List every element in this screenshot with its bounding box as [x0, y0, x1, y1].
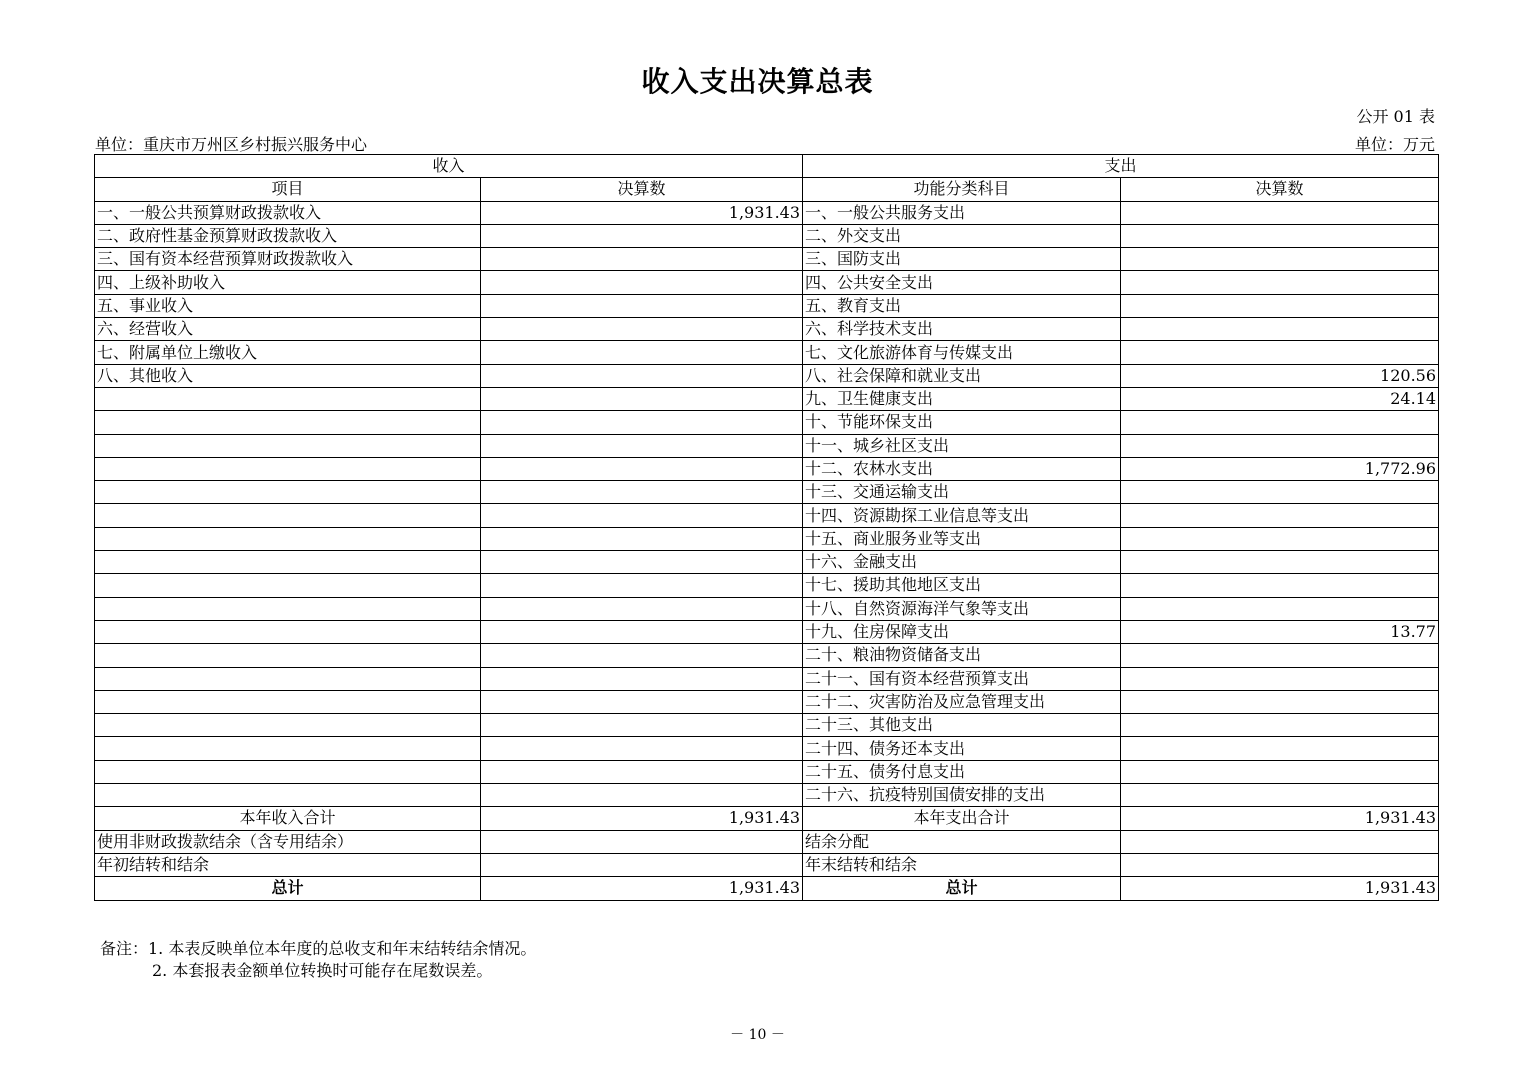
expense-item-cell: 八、社会保障和就业支出 [803, 364, 1121, 387]
income-amount-cell [481, 271, 803, 294]
income-item-cell [95, 760, 481, 783]
table-row [95, 527, 1439, 550]
page-number: － 10 － [730, 1027, 785, 1043]
income-item-cell [95, 714, 481, 737]
expense-item-cell: 三、国防支出 [803, 248, 1121, 271]
expense-item-cell: 九、卫生健康支出 [803, 387, 1121, 410]
income-amount-cell [481, 341, 803, 364]
income-amount-cell [481, 760, 803, 783]
expense-item-cell: 六、科学技术支出 [803, 318, 1121, 341]
unit-currency: 单位：万元 [1354, 135, 1435, 154]
expense-amount-cell [1121, 737, 1439, 760]
table-row [95, 294, 1439, 317]
expense-amount-cell [1121, 527, 1439, 550]
income-item-cell [95, 597, 481, 620]
income-item-cell [95, 737, 481, 760]
expense-item-cell: 十八、自然资源海洋气象等支出 [803, 597, 1121, 620]
expense-amount-cell [1121, 341, 1439, 364]
income-amount-cell [481, 224, 803, 247]
income-amount-cell [481, 387, 803, 410]
year-total-row [95, 807, 1439, 830]
income-item-cell: 八、其他收入 [95, 364, 481, 387]
income-item-cell: 一、一般公共预算财政拨款收入 [95, 201, 481, 224]
table-row [95, 481, 1439, 504]
surplus-distribution-amount [1121, 830, 1439, 853]
expense-item-cell: 一、一般公共服务支出 [803, 201, 1121, 224]
nonfiscal-row [95, 830, 1439, 853]
income-item-cell [95, 387, 481, 410]
table-row [95, 248, 1439, 271]
table-row [95, 714, 1439, 737]
expense-item-cell: 十四、资源勘探工业信息等支出 [803, 504, 1121, 527]
income-amount-cell [481, 434, 803, 457]
income-amount-cell [481, 411, 803, 434]
end-carryover-amount [1121, 853, 1439, 876]
expense-amount-cell [1121, 667, 1439, 690]
income-item-cell [95, 457, 481, 480]
income-item-cell [95, 481, 481, 504]
total-right-label: 总计 [803, 877, 1121, 900]
income-header: 收入 [95, 155, 803, 178]
income-amount-cell [481, 481, 803, 504]
table-row [95, 201, 1439, 224]
expense-item-cell: 十二、农林水支出 [803, 457, 1121, 480]
table-row [95, 457, 1439, 480]
expense-amount-cell: 24.14 [1121, 387, 1439, 410]
income-item-cell [95, 667, 481, 690]
expense-amount-cell [1121, 201, 1439, 224]
income-item-cell [95, 434, 481, 457]
table-row [95, 387, 1439, 410]
year-expense-label: 本年支出合计 [803, 807, 1121, 830]
expense-amount-cell [1121, 434, 1439, 457]
income-item-cell: 六、经营收入 [95, 318, 481, 341]
income-amount-cell [481, 504, 803, 527]
income-amount-cell [481, 597, 803, 620]
expense-item-cell: 十六、金融支出 [803, 551, 1121, 574]
total-left-label: 总计 [95, 877, 481, 900]
expense-amount-cell: 120.56 [1121, 364, 1439, 387]
income-amount-cell [481, 714, 803, 737]
expense-item-cell: 十三、交通运输支出 [803, 481, 1121, 504]
table-header-row [95, 155, 1439, 178]
table-row [95, 341, 1439, 364]
table-row [95, 737, 1439, 760]
unit-organization: 单位：重庆市万州区乡村振兴服务中心 [95, 135, 368, 154]
income-item-cell: 三、国有资本经营预算财政拨款收入 [95, 248, 481, 271]
income-item-cell [95, 620, 481, 643]
expense-item-cell: 十七、援助其他地区支出 [803, 574, 1121, 597]
expense-item-cell: 七、文化旅游体育与传媒支出 [803, 341, 1121, 364]
table-row [95, 667, 1439, 690]
income-amount-cell [481, 620, 803, 643]
income-amount-cell [481, 644, 803, 667]
end-carryover-label: 年末结转和结余 [803, 853, 1121, 876]
expense-amount-cell [1121, 714, 1439, 737]
income-amount-cell [481, 784, 803, 807]
income-item-cell: 五、事业收入 [95, 294, 481, 317]
income-amount-header: 决算数 [481, 178, 803, 201]
income-amount-cell [481, 690, 803, 713]
expense-amount-cell [1121, 504, 1439, 527]
table-row [95, 690, 1439, 713]
total-left-amount: 1,931.43 [481, 877, 803, 900]
income-item-cell [95, 690, 481, 713]
expense-item-cell: 二十四、债务还本支出 [803, 737, 1121, 760]
expense-item-cell: 二十三、其他支出 [803, 714, 1121, 737]
expense-item-cell: 十、节能环保支出 [803, 411, 1121, 434]
year-income-amount: 1,931.43 [481, 807, 803, 830]
expense-amount-cell [1121, 411, 1439, 434]
nonfiscal-amount [481, 830, 803, 853]
expense-amount-cell [1121, 248, 1439, 271]
expense-item-cell: 二、外交支出 [803, 224, 1121, 247]
table-row [95, 760, 1439, 783]
income-item-cell [95, 574, 481, 597]
expense-amount-cell: 13.77 [1121, 620, 1439, 643]
expense-item-cell: 二十、粮油物资储备支出 [803, 644, 1121, 667]
income-item-cell [95, 784, 481, 807]
income-amount-cell [481, 248, 803, 271]
expense-item-cell: 二十二、灾害防治及应急管理支出 [803, 690, 1121, 713]
table-row [95, 271, 1439, 294]
income-item-cell: 七、附属单位上缴收入 [95, 341, 481, 364]
income-item-cell [95, 644, 481, 667]
form-number: 公开 01 表 [1356, 107, 1435, 126]
expense-item-cell: 二十五、债务付息支出 [803, 760, 1121, 783]
begin-carryover-label: 年初结转和结余 [95, 853, 481, 876]
year-expense-amount: 1,931.43 [1121, 807, 1439, 830]
notes [100, 938, 536, 982]
income-amount-cell [481, 457, 803, 480]
expense-amount-cell [1121, 574, 1439, 597]
income-expense-table [94, 154, 1439, 901]
expense-amount-header: 决算数 [1121, 178, 1439, 201]
income-amount-cell [481, 294, 803, 317]
expense-amount-cell [1121, 784, 1439, 807]
income-amount-cell [481, 364, 803, 387]
table-row [95, 434, 1439, 457]
expense-item-cell: 五、教育支出 [803, 294, 1121, 317]
expense-amount-cell [1121, 294, 1439, 317]
page-title: 收入支出决算总表 [641, 65, 874, 98]
expense-amount-cell [1121, 551, 1439, 574]
expense-item-cell: 十一、城乡社区支出 [803, 434, 1121, 457]
income-amount-cell [481, 527, 803, 550]
expense-amount-cell [1121, 481, 1439, 504]
income-amount-cell [481, 574, 803, 597]
expense-item-cell: 十五、商业服务业等支出 [803, 527, 1121, 550]
table-row [95, 644, 1439, 667]
income-item-cell [95, 504, 481, 527]
income-item-cell [95, 551, 481, 574]
income-item-cell: 二、政府性基金预算财政拨款收入 [95, 224, 481, 247]
expense-amount-cell [1121, 271, 1439, 294]
year-income-label: 本年收入合计 [95, 807, 481, 830]
table-row [95, 224, 1439, 247]
income-item-cell: 四、上级补助收入 [95, 271, 481, 294]
income-amount-cell [481, 667, 803, 690]
expense-item-cell: 二十一、国有资本经营预算支出 [803, 667, 1121, 690]
table-row [95, 551, 1439, 574]
grand-total-row [95, 877, 1439, 900]
income-item-cell [95, 527, 481, 550]
table-row [95, 574, 1439, 597]
income-amount-cell [481, 318, 803, 341]
surplus-distribution-label: 结余分配 [803, 830, 1121, 853]
function-item-header: 功能分类科目 [803, 178, 1121, 201]
table-subheader-row [95, 178, 1439, 201]
expense-amount-cell [1121, 318, 1439, 341]
begin-carryover-amount [481, 853, 803, 876]
note-1: 备注：1. 本表反映单位本年度的总收支和年末结转结余情况。 [100, 939, 537, 958]
total-right-amount: 1,931.43 [1121, 877, 1439, 900]
income-item-cell [95, 411, 481, 434]
table-row [95, 597, 1439, 620]
expense-amount-cell [1121, 597, 1439, 620]
income-amount-cell: 1,931.43 [481, 201, 803, 224]
income-amount-cell [481, 737, 803, 760]
note-2: 2. 本套报表金额单位转换时可能存在尾数误差。 [152, 961, 493, 980]
expense-header: 支出 [803, 155, 1439, 178]
item-header: 项目 [95, 178, 481, 201]
expense-item-cell: 四、公共安全支出 [803, 271, 1121, 294]
income-amount-cell [481, 551, 803, 574]
table-row [95, 364, 1439, 387]
carryover-row [95, 853, 1439, 876]
expense-amount-cell [1121, 224, 1439, 247]
table-row [95, 620, 1439, 643]
table-row [95, 504, 1439, 527]
nonfiscal-label: 使用非财政拨款结余（含专用结余） [95, 830, 481, 853]
expense-item-cell: 十九、住房保障支出 [803, 620, 1121, 643]
expense-amount-cell [1121, 690, 1439, 713]
expense-amount-cell: 1,772.96 [1121, 457, 1439, 480]
table-row [95, 318, 1439, 341]
expense-amount-cell [1121, 760, 1439, 783]
expense-item-cell: 二十六、抗疫特别国债安排的支出 [803, 784, 1121, 807]
expense-amount-cell [1121, 644, 1439, 667]
table-row [95, 784, 1439, 807]
table-row [95, 411, 1439, 434]
